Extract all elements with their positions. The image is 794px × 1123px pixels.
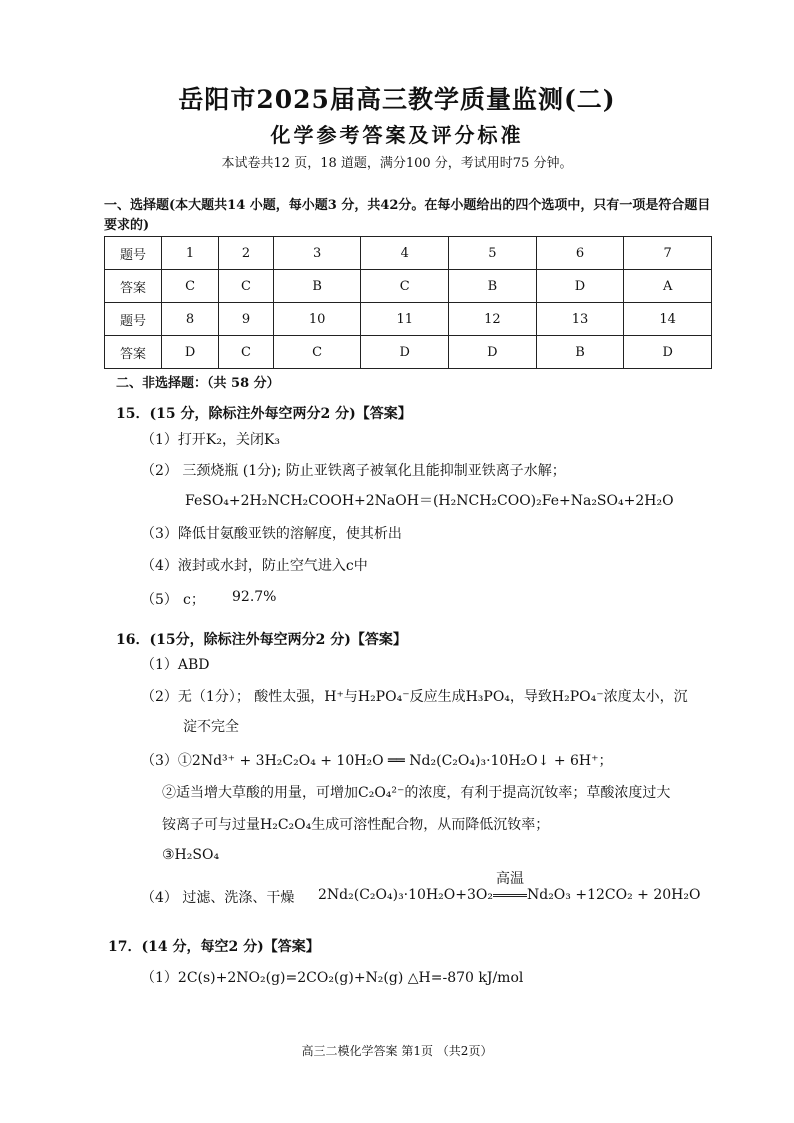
table-cell: 5 [449,237,537,270]
table-cell: 8 [162,303,219,336]
q15-answer-4: （4）液封或水封，防止空气进入c中 [141,558,368,574]
q15-equation: FeSO₄+2H₂NCH₂COOH+2NaOH＝(H₂NCH₂COO)₂Fe+Na₂SO₄+2H₂O [185,493,674,509]
q16-answer-3-part2: ②适当增大草酸的用量，可增加C₂O₄²⁻的浓度，有利于提高沉钕率；草酸浓度过大 [162,785,671,801]
table-cell: D [361,336,449,369]
table-cell: 13 [536,303,624,336]
table-cell: D [624,336,712,369]
q16-answer-3: （3）①2Nd³⁺ + 3H₂C₂O₄ + 10H₂O ══ Nd₂(C₂O₄)₃·10H₂O↓ + 6H⁺； [141,753,613,769]
q15-heading: 15．(15 分，除标注外每空两分2 分)【答案】 [116,406,412,422]
table-cell: B [273,270,361,303]
reaction-condition [493,871,527,903]
table-cell: 9 [219,303,274,336]
table-cell: C [219,270,274,303]
q15-answer-3: （3）降低甘氨酸亚铁的溶解度，使其析出 [141,526,402,542]
q15-answer-5-c: c； [183,592,205,608]
table-cell: D [536,270,624,303]
equation-right: Nd₂O₃ +12CO₂ + 20H₂O [526,887,701,903]
equation-left: 2Nd₂(C₂O₄)₃·10H₂O+3O₂ [318,887,493,903]
row-label: 题号 [105,237,162,270]
q17-heading: 17．(14 分，每空2 分)【答案】 [108,939,320,955]
q16-answer-1: （1）ABD [141,657,210,673]
condition-label: 高温 [495,871,524,887]
exam-note: 本试卷共12 页，18 道题，满分100 分，考试用时75 分钟。 [221,156,573,171]
q15-answer-1: （1）打开K₂，关闭K₃ [141,432,281,448]
table-cell: 1 [162,237,219,270]
table-row [105,336,712,369]
table-row [105,237,712,270]
table-row [105,303,712,336]
answer-table [104,236,712,369]
q17-answer-1: （1）2C(s)+2NO₂(g)=2CO₂(g)+N₂(g) △H=-870 kJ/mol [141,970,524,986]
q16-answer-3-part3: ③H₂SO₄ [162,847,220,863]
table-cell: 6 [536,237,624,270]
double-line-sign [493,894,527,897]
section1-heading: 一、选择题(本大题共14 小题，每小题3 分，共42分。在每小题给出的四个选项中，只有一项是符合题目要求的) [104,198,711,233]
q16-heading: 16．(15分，除标注外每空两分2 分)【答案】 [116,632,407,648]
q16-answer-2-cont: 淀不完全 [183,719,239,735]
table-cell: C [273,336,361,369]
q16-answer-3-part2-cont: 铵离子可与过量H₂C₂O₄生成可溶性配合物，从而降低沉钕率； [162,817,550,833]
table-cell: 14 [624,303,712,336]
table-cell: 10 [273,303,361,336]
q16-answer-4-equation [318,871,701,903]
table-cell: A [624,270,712,303]
q16-answer-4: （4） 过滤、洗涤、干燥 [141,890,295,906]
table-cell: B [536,336,624,369]
table-cell: 12 [449,303,537,336]
q15-answer-2: （2） 三颈烧瓶 (1分); 防止亚铁离子被氧化且能抑制亚铁离子水解； [141,463,566,479]
table-cell: 7 [624,237,712,270]
table-cell: C [162,270,219,303]
row-label: 题号 [105,303,162,336]
page-footer: 高三二模化学答案 第1页 （共2页） [301,1044,493,1058]
q16-answer-2: （2）无（1分）； 酸性太强，H⁺与H₂PO₄⁻反应生成H₃PO₄，导致H₂PO₄⁻浓度太小，沉 [141,689,688,705]
table-cell: B [449,270,537,303]
document-subtitle: 化学参考答案及评分标准 [270,123,524,147]
q15-answer-5-value: 92.7% [232,589,277,605]
q15-answer-5-label: （5） [141,592,178,608]
document-title: 岳阳市2025届高三教学质量监测(二) [178,85,616,114]
table-cell: D [449,336,537,369]
table-cell: 3 [273,237,361,270]
table-cell: C [361,270,449,303]
table-cell: 11 [361,303,449,336]
table-cell: C [219,336,274,369]
row-label: 答案 [105,270,162,303]
table-row [105,270,712,303]
table-cell: 2 [219,237,274,270]
section2-heading: 二、非选择题：（共 58 分） [116,376,280,391]
row-label: 答案 [105,336,162,369]
table-cell: D [162,336,219,369]
table-cell: 4 [361,237,449,270]
